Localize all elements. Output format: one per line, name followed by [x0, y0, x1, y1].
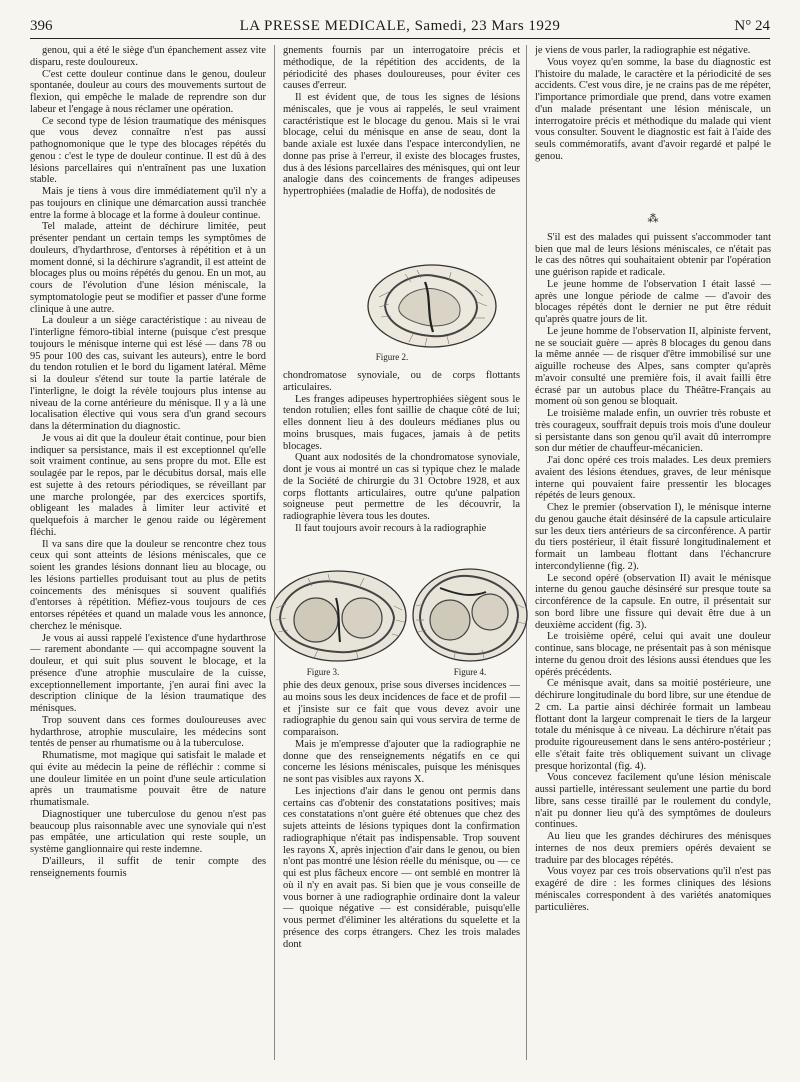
- column-divider: [526, 45, 527, 1060]
- figure-4-meniscus-illustration: [410, 566, 530, 664]
- paragraph: Vous voyez par ces trois observations qu'il n'est pas exagéré de dire : les formes cliniques des lésions méniscales correspondent à des variétés anatomiques particulières.: [535, 866, 771, 913]
- page-number: 396: [30, 18, 53, 34]
- paragraph: Il faut toujours avoir recours à la radiographie: [295, 522, 487, 534]
- paragraph: Trop souvent dans ces formes douloureuses avec hydarthrose, atrophie musculaire, les médecins sont tentés de penser au rhumatisme ou à la tuberculose.: [30, 714, 266, 750]
- paragraph: Au lieu que les grandes déchirures des ménisques internes de nos deux premiers opérés devaient se traduire par des blocages répétés.: [535, 831, 771, 866]
- paragraph: je viens de vous parler, la radiographie est négative.: [535, 45, 751, 56]
- column-3-bottom: [535, 210, 771, 1065]
- paragraph: Diagnostiquer une tuberculose du genou n'est pas beaucoup plus raisonnable avec une synoviale qui n'est pas empâtée, une articulation qui reste souple, un système ganglionnaire qui reste indemne.: [30, 808, 266, 855]
- figure-3-meniscus-illustration: [268, 568, 408, 664]
- figure-3-caption: Figure 3.: [306, 667, 340, 677]
- paragraph: Vous concevez facilement qu'une lésion méniscale aussi partielle, intéressant seulement une partie du bord libre, sans cesse tiraillé par le roulement du condyle, n'ait pu donner lieu qu'à des symptômes de douleurs continues.: [535, 772, 771, 831]
- paragraph: Chez le premier (observation I), le ménisque interne du genou gauche était désinséré de la capsule articulaire sur les deux tiers antérieurs de sa circonférence. A partir du tiers postérieur, il était fissuré longitudinalement et formait un lambeau flottant dans l'échancrure intercondylienne (fig. 2).: [535, 502, 771, 572]
- paragraph: C'est cette douleur continue dans le genou, douleur spontanée, douleur au cours des mouvements surtout de flexion, qui empêche le malade de reprendre son dur labeur et l'engage à nous réclamer une opération.: [30, 68, 266, 115]
- figure-2-caption: Figure 2.: [375, 352, 409, 362]
- section-separator: ⁂: [647, 213, 659, 225]
- column-1: [30, 45, 266, 1060]
- paragraph: Tel malade, atteint de déchirure limitée, peut présenter pendant un certain temps les symptômes de douleurs, d'hydarthrose, d'entorses à répétition et à un moment donné, si la déchirure s'agrandit, il est atteint de blocages plus ou moins répétés du genou. En un mot, au cours de l'évolution d'une lésion méniscale, la symptomatologie peut se modifier et passer d'une forme clinique à une autre.: [30, 221, 266, 315]
- paragraph: gnements fournis par un interrogatoire précis et méthodique, de la répétition des accidents, de la périodicité des phases douloureuses, pour éviter ces causes d'erreur.: [283, 45, 520, 92]
- figure-2-meniscus-illustration: [365, 262, 500, 350]
- paragraph: Ce second type de lésion traumatique des ménisques que vous devez connaître n'est pas aussi pathognomonique que le type des blocages répétés du genou : c'est le type de douleur continue. Il est dû à des lésions parcellaires qui n'entraînent pas une luxation stable.: [30, 115, 266, 186]
- paragraph: Il va sans dire que la douleur se rencontre chez tous ceux qui sont atteints de lésions méniscales, que ce soient les grandes lésions donnant lieu au blocage, ou les lésions partielles produisant tout au plus de petits coincements des ménisques si souvent qualifiés d'entorses à répétition. Méfiez-vous toujours de ces entorses répétées et quand un malade vous les annonce, cherchez le ménisque.: [30, 538, 266, 632]
- paragraph: Je vous ai dit que la douleur était continue, pour bien indiquer sa persistance, mais il est exceptionnel qu'elle soit vraiment continue, au sens propre du mot. Elle est soulagée par le repos, par le décubitus dorsal, mais elle est sujette à des retours périodiques, se réveillant par une marche prolongée, par des exercices sportifs, obligeant les malades à limiter leur activité et quelquefois à marcher le genou raide ou légèrement fléchi.: [30, 432, 266, 538]
- column-2-bottom: [283, 680, 520, 1065]
- paragraph: Le second opéré (observation II) avait le ménisque interne du genou gauche désinséré sur presque toute sa circonférence de la capsule. En outre, il présentait sur son bord libre une fissure qui devait être due à un deuxième accident (fig. 3).: [535, 572, 771, 631]
- paragraph: J'ai donc opéré ces trois malades. Les deux premiers avaient des lésions étendues, graves, de leur ménisque interne qui pouvaient faire pressentir les blocages répétés de leurs genoux.: [535, 455, 771, 502]
- paragraph: Le troisième malade enfin, un ouvrier très robuste et très courageux, souffrait depuis trois mois d'une douleur si persistante dans son genou qu'il avait dû interrompre son dur métier de chauffeur-mécanicien.: [535, 408, 771, 455]
- paragraph: S'il est des malades qui puissent s'accommoder tant bien que mal de leurs lésions méniscales, ce n'était pas le cas des nôtres qui souhaitaient obtenir par l'opération une guérison rapide et radicale.: [535, 231, 771, 278]
- journal-title: LA PRESSE MEDICALE, Samedi, 23 Mars 1929: [239, 18, 561, 34]
- column-3-top: [535, 45, 771, 195]
- paragraph: Ce ménisque avait, dans sa moitié postérieure, une déchirure longitudinale du bord libre, sur une étendue de 2 cm. La partie ainsi déchirée formait un lambeau flottant dont la largeur comprenait le tiers de la largeur totale du ménisque à ce niveau. La déchirure n'était pas produite rigoureusement dans le sens antéro-postérieur ; elle s'était faite très obliquement suivant un clivage presque horizontal (fig. 4).: [535, 678, 771, 772]
- paragraph: Le jeune homme de l'observation I était lassé — après une longue période de calme — d'avoir des blocages répétés dont le dernier ne put être réduit qu'après quatre jours de lit.: [535, 278, 771, 325]
- paragraph: Mais je m'empresse d'ajouter que la radiographie ne donne que des renseignements négatifs en ce qui concerne les lésions méniscales, puisque les ménisques ne sont pas visibles aux rayons X.: [283, 738, 520, 785]
- column-2-top: [283, 45, 520, 252]
- paragraph: phie des deux genoux, prise sous diverses incidences — au moins sous les deux incidences de face et de profil — et j'insiste sur ce fait que vous devez avoir une radiographie du genou sain qui vous servira de terme de comparaison.: [283, 680, 520, 738]
- paragraph: Les franges adipeuses hypertrophiées siègent sous le tendon rotulien; elles font saillie de chaque côté de lui; elles donnent lieu à des douleurs médianes plus ou moins brusques, mais fugaces, jamais à de petits blocages.: [283, 393, 520, 452]
- paragraph: D'ailleurs, il suffit de tenir compte des renseignements fournis: [30, 855, 266, 879]
- paragraph: Je vous ai aussi rappelé l'existence d'une hydarthrose — rarement abondante — qui accompagne souvent la douleur, et qui suit plus souvent le blocage, et la présence d'une atrophie musculaire de la cuisse, exceptionnellement importante, j'en aurai fini avec la description clinique de la lésion traumatique des ménisques.: [30, 632, 266, 714]
- header-rule: [30, 38, 770, 39]
- paragraph: Il est évident que, de tous les signes de lésions méniscales, que je vous ai rappelés, le seul vraiment caractéristique est le blocage du genou. Mais si le vrai blocage, celui du ménisque en anse de seau, dont la bande axiale est luxée dans l'espace intercondylien, ne donne pas prise à l'erreur, il existe des blocages frustes, dus à des lésions parcellaires des ménisques, qui ont leur analogie dans des coincements de franges adipeuses hypertrophiées (maladie de Hoffa), de nodosités de: [283, 92, 520, 197]
- paragraph: Rhumatisme, mot magique qui satisfait le malade et qui évite au médecin la peine de réfléchir : comme si une douleur limitée en un point d'une seule articulation après un traumatisme pouvait être de nature rhumatismale.: [30, 750, 266, 808]
- paragraph: Quant aux nodosités de la chondromatose synoviale, dont je vous ai montré un cas si typique chez le malade de la Société de chirurgie du 31 Octobre 1928, et aux corps flottants articulaires, outre qu'une palpation soigneuse peut permettre de les découvrir, la radiographie lèvera tous les doutes.: [283, 452, 520, 522]
- paragraph: Le troisième opéré, celui qui avait une douleur continue, sans blocage, ne présentait pas à son ménisque interne du genou droit des lésions aussi étendues que les opérés précédents.: [535, 631, 771, 678]
- paragraph: chondromatose synoviale, ou de corps flottants articulaires.: [283, 370, 520, 393]
- paragraph: Le jeune homme de l'observation II, alpiniste fervent, ne se souciait guère — après 8 blocages du genou dans la même année — de risquer d'être immobilisé sur une aiguille rocheuse des Alpes, sans compter qu'après m'avoir consulté une première fois, il avait failli être écrasé par un autobus place du Théâtre-Français au moment où son genou se bloquait.: [535, 325, 771, 408]
- paragraph: Vous voyez qu'en somme, la base du diagnostic est l'histoire du malade, le caractère et la périodicité de ses accidents. C'est vous dire, je ne crains pas de me répéter, l'importance primordiale que prend, dans votre examen d'un malade présentant une lésion méniscale, un interrogatoire précis et méthodique du malade qui vient vous consulter. Souvent le diagnostic est fait à l'aide des seuls commémoratifs, avant d'avoir regardé et palpé le genou.: [535, 56, 771, 162]
- column-divider: [274, 45, 275, 1060]
- issue-number: N° 24: [734, 18, 770, 34]
- figure-4-caption: Figure 4.: [453, 667, 487, 677]
- paragraph: La douleur a un siège caractéristique : au niveau de l'interligne fémoro-tibial interne (puisque c'est presque toujours le ménisque interne qui est lésé — dans 78 ou 95 pour 100 des cas, suivant les auteurs), entre le bord du tendon rotulien et le bord du ligament latéral. Même si la douleur s'étend sur toute la partie latérale de l'interligne, le doigt la révèle toujours plus intense au niveau de la corne antérieure du ménisque. Il y a là une localisation élective qui vous sera d'un grand secours dans la détermination du diagnostic.: [30, 315, 266, 432]
- paragraph: Les injections d'air dans le genou ont permis dans certains cas d'obtenir des constatations positives; mais ces constatations n'ont guère été obtenues que chez des sujets atteints de lésions typiques dont la confirmation radiographique n'était pas indispensable. Trop souvent les rayons X, après injection d'air dans le genou, ou bien n'ont pas montré une lésion réelle du ménisque, ou — ce qui est plus fâcheux encore — ont semblé en montrer là où il n'y en avait pas. Si bien que je vous conseille de vous borner à une radiographie ordinaire dont la valeur — quoique négative — est considérable, puisqu'elle vous permet d'éliminer les altérations du squelette et la présence des corps étrangers. Chez les trois malades dont: [283, 785, 520, 950]
- paragraph: genou, qui a été le siège d'un épanchement assez vite disparu, reste douloureux.: [30, 45, 266, 68]
- paragraph: Mais je tiens à vous dire immédiatement qu'il n'y a pas toujours en clinique une démarcation aussi tranchée entre la forme à blocage et la forme à douleur continue.: [30, 186, 266, 221]
- column-2-middle: [283, 370, 520, 560]
